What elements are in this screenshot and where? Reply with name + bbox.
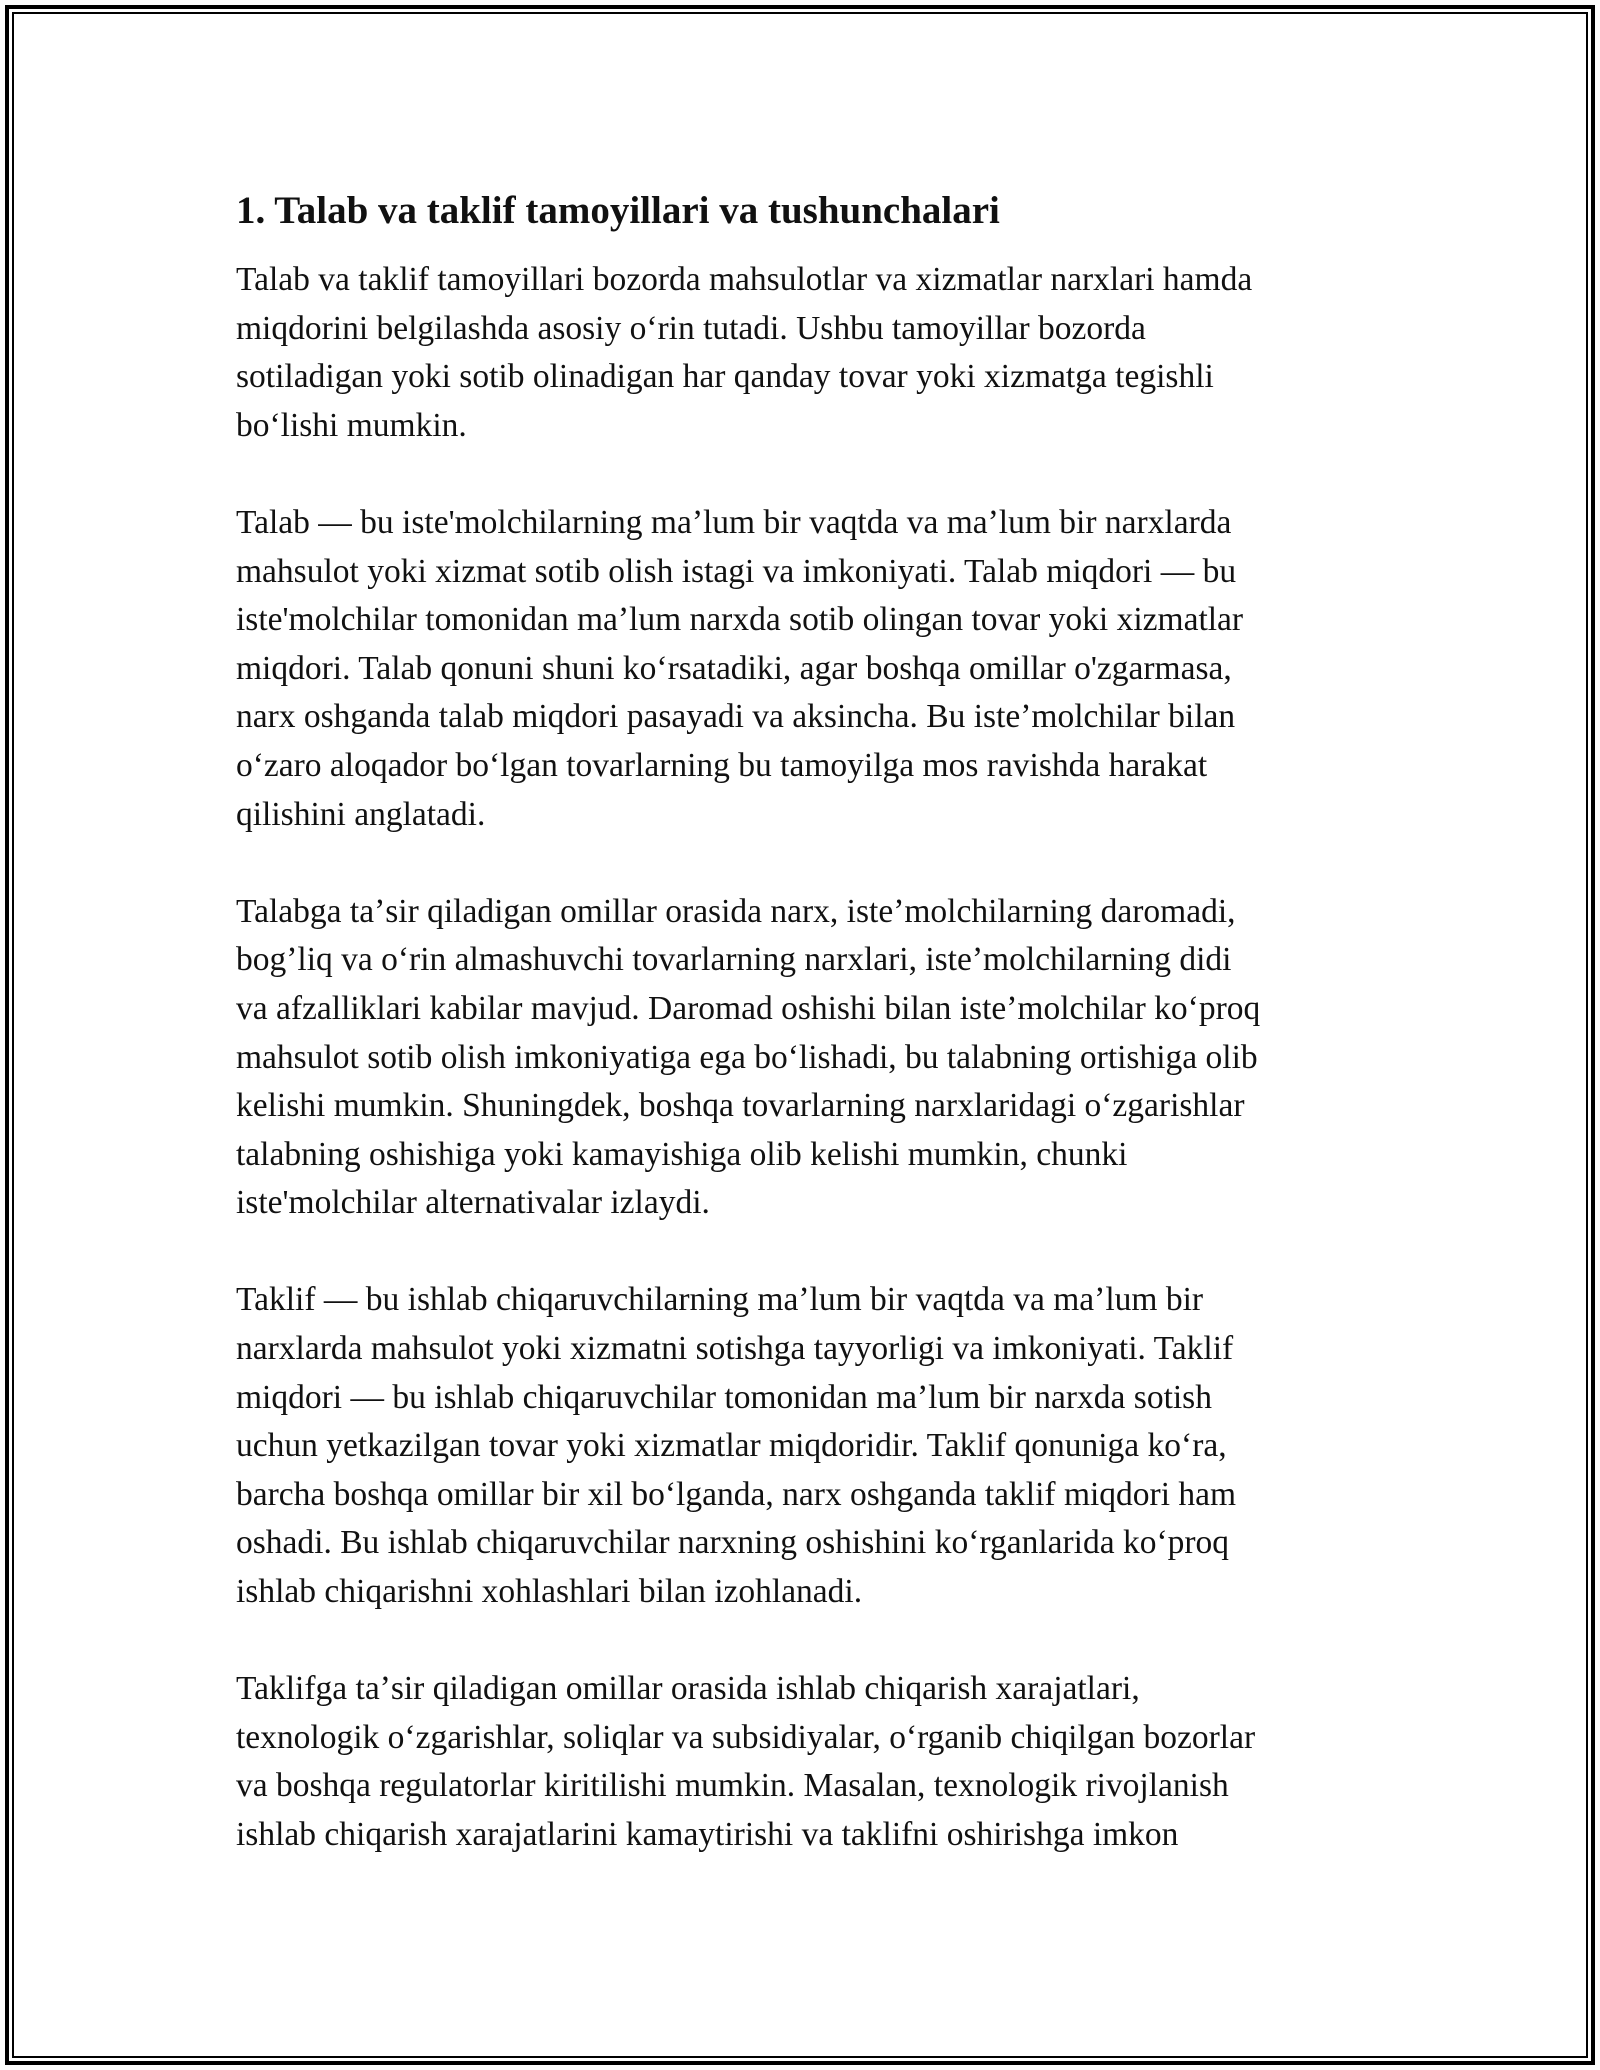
text-line: va boshqa regulatorlar kiritilishi mumkin. Masalan, texnologik rivojlanish <box>236 1767 1229 1805</box>
text-line: Taklif — bu ishlab chiqaruvchilarning maʼlum bir vaqtda va maʼlum bir <box>236 1281 1204 1319</box>
text-line: oshadi. Bu ishlab chiqaruvchilar narxning oshishini koʻrganlarida koʻproq <box>236 1524 1230 1562</box>
text-line: narx oshganda talab miqdori pasayadi va aksincha. Bu isteʼmolchilar bilan <box>236 698 1236 736</box>
paragraph-supply-definition <box>236 1276 1376 1616</box>
text-line: qilishini anglatadi. <box>236 795 486 833</box>
section-heading: 1. Talab va taklif tamoyillari va tushunchalari <box>236 189 1000 232</box>
text-line: va afzalliklari kabilar mavjud. Daromad oshishi bilan isteʼmolchilar koʻproq <box>236 989 1261 1027</box>
text-line: Talab — bu iste'molchilarning maʼlum bir vaqtda va maʼlum bir narxlarda <box>236 503 1232 541</box>
text-line: barcha boshqa omillar bir xil boʻlganda, narx oshganda taklif miqdori ham <box>236 1475 1237 1513</box>
paragraph-supply-factors <box>236 1665 1376 1859</box>
text-line: uchun yetkazilgan tovar yoki xizmatlar miqdoridir. Taklif qonuniga koʻra, <box>236 1427 1227 1465</box>
text-line: boʻlishi mumkin. <box>236 406 467 444</box>
text-line: iste'molchilar tomonidan maʼlum narxda sotib olingan tovar yoki xizmatlar <box>236 601 1244 639</box>
text-line: texnologik oʻzgarishlar, soliqlar va subsidiyalar, oʻrganib chiqilgan bozorlar <box>236 1718 1256 1756</box>
text-line: oʻzaro aloqador boʻlgan tovarlarning bu tamoyilga mos ravishda harakat <box>236 746 1208 784</box>
text-line: talabning oshishiga yoki kamayishiga olib kelishi mumkin, chunki <box>236 1135 1128 1173</box>
text-line: miqdorini belgilashda asosiy oʻrin tutadi. Ushbu tamoyillar bozorda <box>236 309 1146 347</box>
text-line: narxlarda mahsulot yoki xizmatni sotishga tayyorligi va imkoniyati. Taklif <box>236 1330 1234 1368</box>
text-line: iste'molchilar alternativalar izlaydi. <box>236 1184 710 1222</box>
text-line: kelishi mumkin. Shuningdek, boshqa tovarlarning narxlaridagi oʻzgarishlar <box>236 1087 1245 1125</box>
document-body <box>236 186 1376 1908</box>
paragraph-demand-definition <box>236 499 1376 839</box>
text-line: mahsulot yoki xizmat sotib olish istagi va imkoniyati. Talab miqdori — bu <box>236 552 1237 590</box>
text-line: miqdori — bu ishlab chiqaruvchilar tomonidan maʼlum bir narxda sotish <box>236 1378 1212 1416</box>
text-line: ishlab chiqarish xarajatlarini kamaytirishi va taklifni oshirishga imkon <box>236 1816 1179 1853</box>
text-line: mahsulot sotib olish imkoniyatiga ega boʻlishadi, bu talabning ortishiga olib <box>236 1038 1258 1076</box>
text-line: ishlab chiqarishni xohlashlari bilan izohlanadi. <box>236 1573 863 1611</box>
text-line: bogʼliq va oʻrin almashuvchi tovarlarning narxlari, isteʼmolchilarning didi <box>236 941 1232 979</box>
text-line: miqdori. Talab qonuni shuni koʻrsatadiki, agar boshqa omillar o'zgarmasa, <box>236 649 1232 687</box>
text-line: Taklifga taʼsir qiladigan omillar orasida ishlab chiqarish xarajatlari, <box>236 1670 1140 1708</box>
paragraph-demand-factors <box>236 888 1376 1228</box>
text-line: Talabga taʼsir qiladigan omillar orasida narx, isteʼmolchilarning daromadi, <box>236 892 1236 930</box>
text-line: Talab va taklif tamoyillari bozorda mahsulotlar va xizmatlar narxlari hamda <box>236 261 1253 298</box>
paragraph-intro <box>236 256 1376 450</box>
text-line: sotiladigan yoki sotib olinadigan har qanday tovar yoki xizmatga tegishli <box>236 358 1214 396</box>
